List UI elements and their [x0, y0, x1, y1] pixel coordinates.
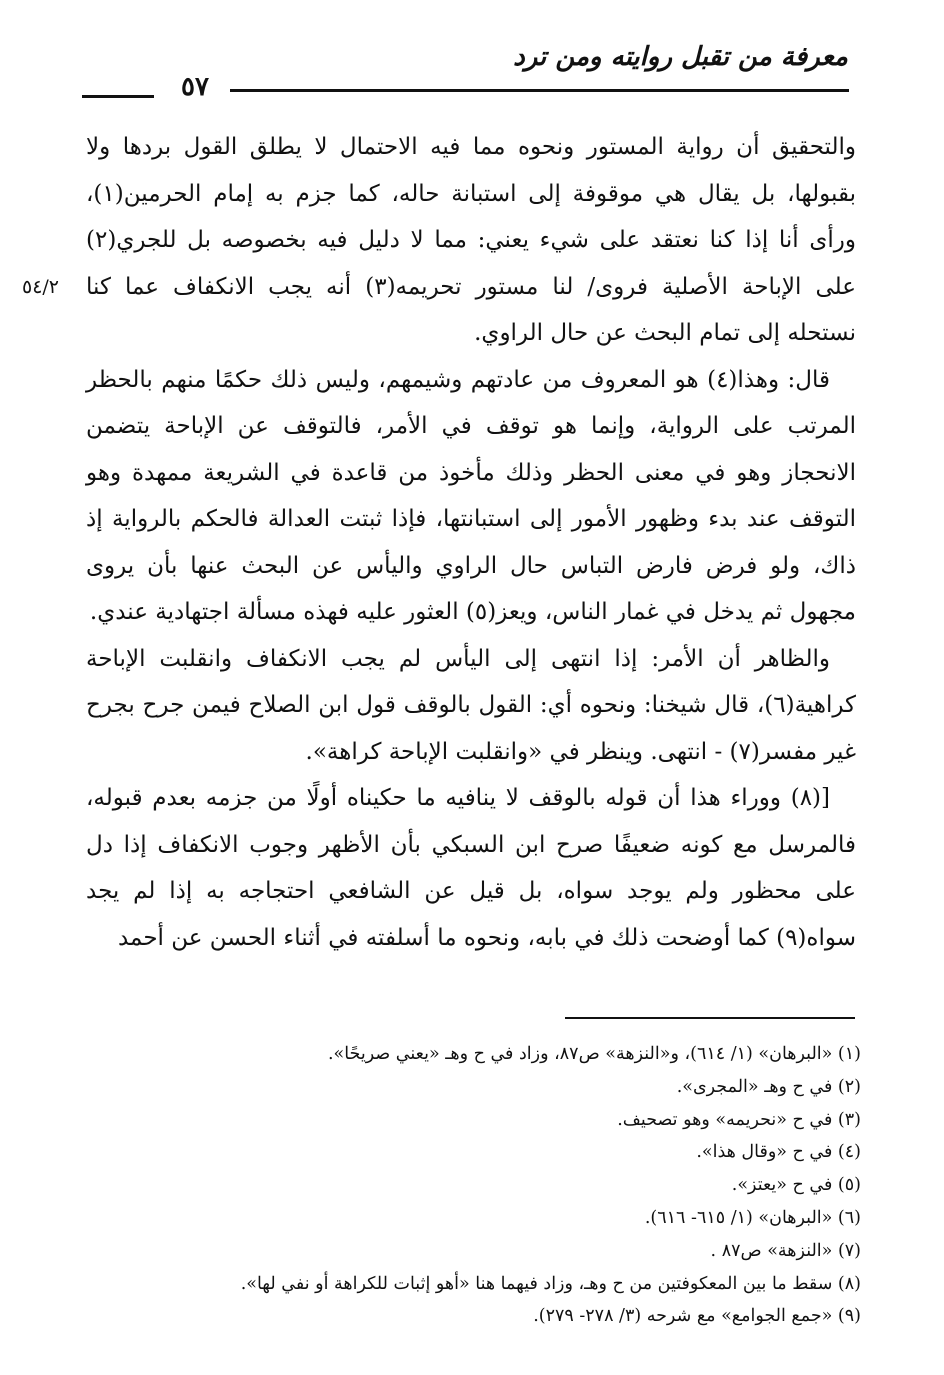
- paragraph-1: والتحقيق أن رواية المستور ونحوه مما فيه الاحتمال لا يطلق القول بردها ولا بقبولها، بل يقال هي موقوفة إلى استبانة حاله، كما جزم به إمام الحرمين(١)، ورأى أنا إذا كنا نعتقد على شيء يعني: مما لا دليل فيه بخصوصه بل للجري(٢) على الإباحة الأصلية فروى/ لنا مستور تحريمه(٣) أنه يجب الانكفاف عما كنا نستحله إلى تمام البحث عن حال الراوي.: [86, 134, 856, 346]
- footnote-separator: [565, 1017, 855, 1019]
- paragraph-3: والظاهر أن الأمر: إذا انتهى إلى اليأس لم يجب الانكفاف وانقلبت الإباحة كراهية(٦)، قال شيخنا: ونحوه أي: القول بالوقف قول ابن الصلاح فيمن جرح بجرح غير مفسر(٧) - انتهى. وينظر في «وانقلبت الإباحة كراهة».: [86, 645, 856, 765]
- page-number: ٥٧: [181, 72, 209, 102]
- header-rule-left: [82, 95, 154, 98]
- margin-reference: ٥٤/٢: [22, 276, 60, 298]
- footnote-4: (٤) في ح «وقال هذا».: [696, 1142, 861, 1163]
- footnote-5: (٥) في ح «يعتز».: [731, 1175, 861, 1196]
- footnote-2: (٢) في ح وهـ «المجرى».: [676, 1076, 861, 1097]
- running-title: معرفة من تقبل روايته ومن ترد: [513, 42, 848, 72]
- footnote-1: (١) «البرهان» (١/ ٦١٤)، و«النزهة» ص٨٧، وزاد في ح وهـ «يعني صريحًا».: [327, 1044, 861, 1064]
- paragraph-2: قال: وهذا(٤) هو المعروف من عادتهم وشيمهم، وليس ذلك حكمًا منهم بالحظر المرتب على الرواية، وإنما هو توقف في الأمر، فالتوقف عن الإباحة يتضمن الانحجاز وهو في معنى الحظر وذلك مأخوذ من قاعدة في الشريعة ممهدة وهو التوقف عند بدء وظهور الأمور إلى استبانتها، فإذا ثبتت العدالة فالحكم بالرواية إذ ذاك، ولو فرض فارض التباس حال الراوي واليأس عن البحث عنها بأن يروى مجهول ثم يدخل في غمار الناس، ويعز(٥) العثور عليه فهذه مسألة اجتهادية عندي.: [86, 366, 856, 625]
- paragraph-4: [(٨) ووراء هذا أن قوله بالوقف لا ينافيه ما حكيناه أولًا من جزمه بعدم قبوله، فالمرسل مع كونه ضعيفًا صرح ابن السبكي بأن الأظهر وجوب الانكفاف إذا دل على محظور ولم يوجد سواه، بل قيل عن الشافعي احتجاجه به إذا لم يجد سواه(٩) كما أوضحت ذلك في بابه، ونحوه ما أسلفته في أثناء الحسن عن أحمد: [86, 785, 856, 951]
- footnote-6: (٦) «البرهان» (١/ ٦١٥- ٦١٦).: [644, 1207, 861, 1228]
- footnote-9: (٩) «جمع الجوامع» مع شرحه (٣/ ٢٧٨- ٢٧٩).: [533, 1306, 861, 1327]
- footnotes: [86, 1038, 861, 1333]
- footnote-3: (٣) في ح «نحريمه» وهو تصحيف.: [617, 1109, 861, 1130]
- main-text: [86, 124, 856, 961]
- footnote-8: (٨) سقط ما بين المعكوفتين من ح وهـ، وزاد فيهما هنا «أهو إثبات للكراهة أو نفي لها».: [240, 1273, 861, 1294]
- footnote-7: (٧) «النزهة» ص٨٧ .: [710, 1240, 861, 1261]
- header-rule-right: [230, 89, 849, 92]
